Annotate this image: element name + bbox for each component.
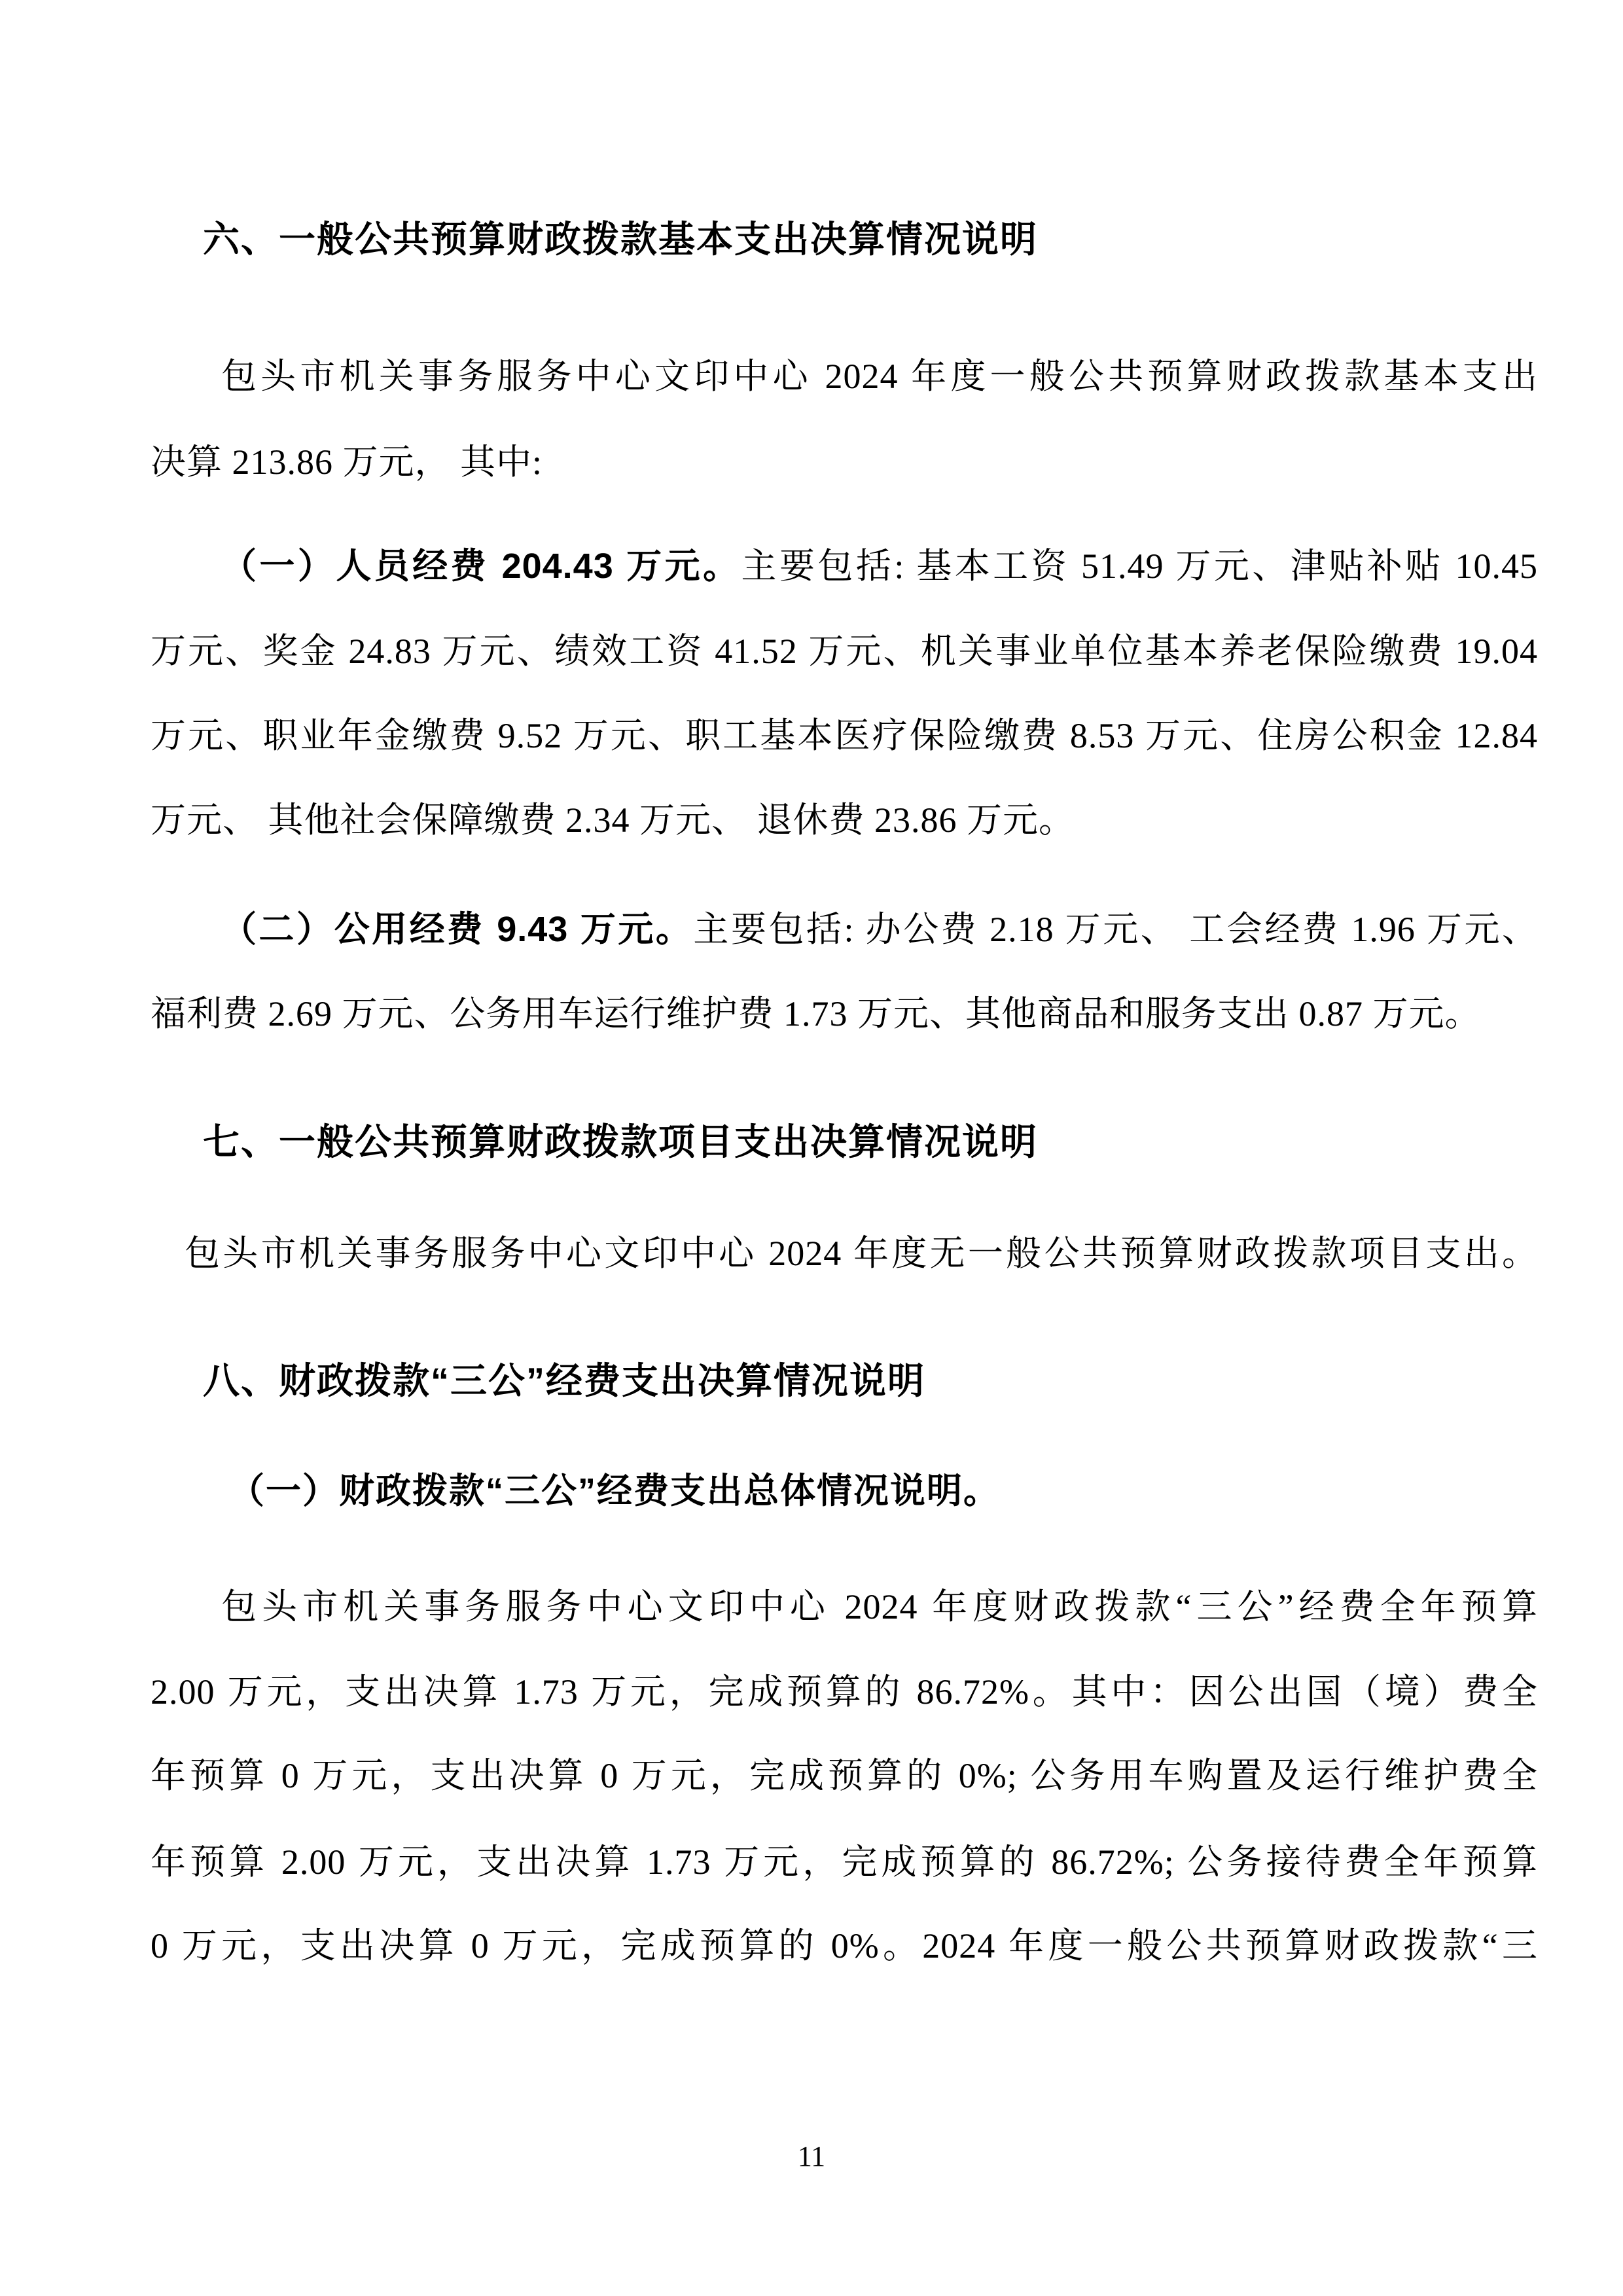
sec6-personnel-line-4: 万元、 其他社会保障缴费 2.34 万元、 退休费 23.86 万元。 (151, 800, 1075, 840)
personnel-lead-rest: 主要包括: 基本工资 51.49 万元、津贴补贴 10.45 (741, 547, 1538, 586)
sec8-paragraph-line-1: 包头市机关事务服务中心文印中心 2024 年度财政拨款“三公”经费全年预算 (221, 1587, 1538, 1626)
sec8-paragraph-line-3: 年预算 0 万元，支出决算 0 万元，完成预算的 0%; 公务用车购置及运行维护费全 (151, 1756, 1538, 1795)
sec6-public-line-1 (151, 887, 1538, 972)
sec6-personnel-line-1 (151, 524, 1538, 609)
personnel-bold-lead: （一）人员经费 204.43 万元。 (221, 547, 741, 586)
section-8-subheading-1: （一）财政拨款“三公”经费支出总体情况说明。 (229, 1471, 1000, 1511)
public-bold-lead: （二）公用经费 9.43 万元。 (221, 910, 694, 949)
section-8-heading: 八、财政拨款“三公”经费支出决算情况说明 (203, 1360, 925, 1401)
sec7-paragraph-line-1: 包头市机关事务服务中心文印中心 2024 年度无一般公共预算财政拨款项目支出。 (185, 1234, 1538, 1273)
section-7-heading: 七、一般公共预算财政拨款项目支出决算情况说明 (203, 1121, 1038, 1162)
sec6-personnel-line-2: 万元、奖金 24.83 万元、绩效工资 41.52 万元、机关事业单位基本养老保险缴费 19.04 (151, 632, 1538, 671)
sec6-intro-line-1: 包头市机关事务服务中心文印中心 2024 年度一般公共预算财政拨款基本支出 (221, 357, 1538, 396)
sec6-personnel-line-3: 万元、职业年金缴费 9.52 万元、职工基本医疗保险缴费 8.53 万元、住房公积金 12.84 (151, 716, 1538, 755)
public-lead-rest: 主要包括: 办公费 2.18 万元、 工会经费 1.96 万元、 (693, 910, 1538, 949)
section-6-heading: 六、一般公共预算财政拨款基本支出决算情况说明 (203, 219, 1038, 260)
sec6-intro-line-2: 决算 213.86 万元， 其中: (151, 442, 543, 482)
sec8-paragraph-line-2: 2.00 万元，支出决算 1.73 万元，完成预算的 86.72%。其中：因公出国（境）费全 (151, 1672, 1538, 1712)
sec8-paragraph-line-4: 年预算 2.00 万元，支出决算 1.73 万元，完成预算的 86.72%; 公务接待费全年预算 (151, 1842, 1538, 1882)
sec6-public-line-2: 福利费 2.69 万元、公务用车运行维护费 1.73 万元、其他商品和服务支出 0.87 万元。 (151, 994, 1481, 1033)
sec8-paragraph-line-5: 0 万元，支出决算 0 万元，完成预算的 0%。2024 年度一般公共预算财政拨款“三 (151, 1926, 1538, 1965)
page-number: 11 (797, 2140, 826, 2172)
